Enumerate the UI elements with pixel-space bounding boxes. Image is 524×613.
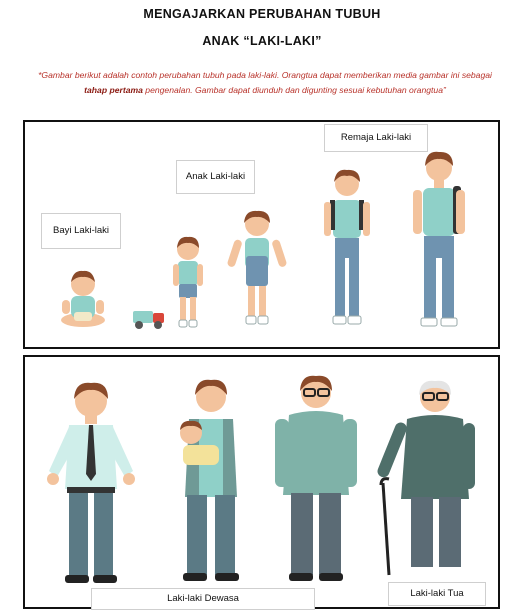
label-teen: Remaja Laki-laki xyxy=(324,124,428,152)
adults-growth-panel xyxy=(23,355,500,609)
father-with-child-illustration xyxy=(169,375,253,589)
note-emphasis: tahap pertama xyxy=(84,85,143,95)
note-text-2: pengenalan. Gambar dapat diunduh dan digunting sesuai kebutuhan orangtua” xyxy=(142,85,446,95)
adult-man-tie-illustration xyxy=(39,379,143,591)
instruction-note xyxy=(26,68,504,98)
note-text-1: *Gambar berikut adalah contoh perubahan tubuh pada laki-laki. Orangtua dapat memberikan media gambar ini sebagai xyxy=(38,70,492,80)
teenager-illustration xyxy=(407,150,471,332)
label-adult: Laki-laki Dewasa xyxy=(91,588,315,610)
children-growth-panel xyxy=(23,120,500,349)
label-elder: Laki-laki Tua xyxy=(388,582,486,606)
toddler-illustration xyxy=(171,234,205,332)
elderly-man-illustration xyxy=(375,375,485,585)
label-baby: Bayi Laki-laki xyxy=(41,213,121,249)
page-title-line1: MENGAJARKAN PERUBAHAN TUBUH xyxy=(143,7,381,21)
preteen-illustration xyxy=(320,168,374,332)
baby-illustration xyxy=(55,262,111,330)
child-illustration xyxy=(225,208,289,332)
toy-truck-icon xyxy=(131,305,167,331)
label-child: Anak Laki-laki xyxy=(176,160,255,194)
adult-man-sweater-illustration xyxy=(271,371,361,591)
page-title-line2: ANAK “LAKI-LAKI” xyxy=(202,34,322,48)
